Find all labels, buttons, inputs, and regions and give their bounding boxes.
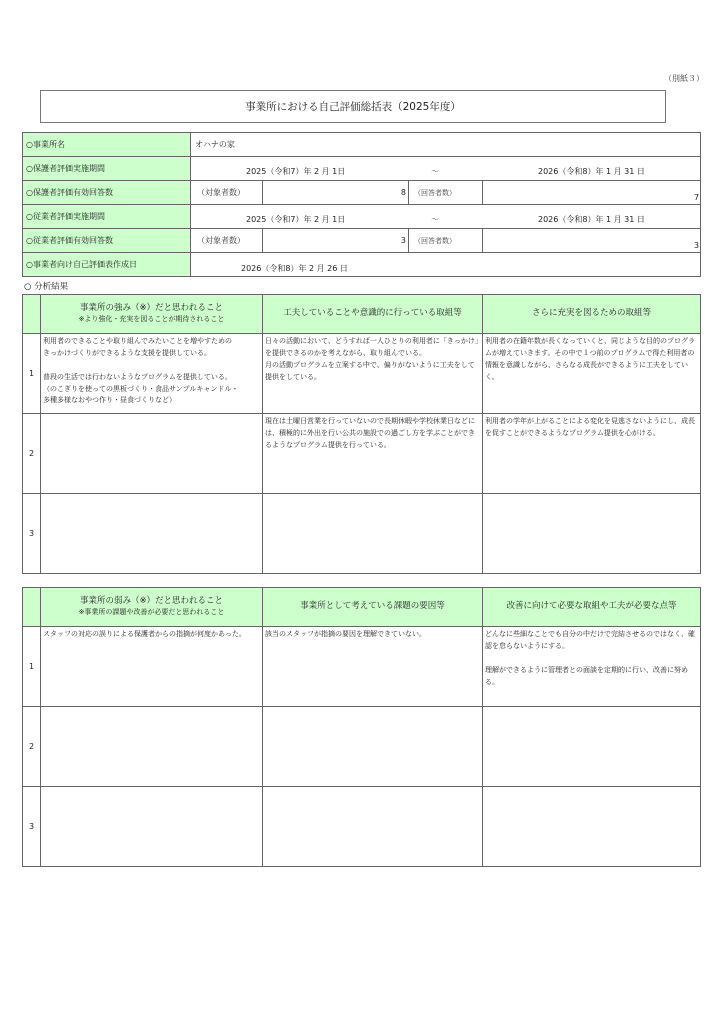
staff-target-label: （対象者数） <box>191 229 263 253</box>
guardian-period-start: 2025（令和7）年 2 月 1日 <box>246 167 346 176</box>
strengths-header-col2: 工夫していることや意識的に行っている取組等 <box>263 295 483 334</box>
row-number: 3 <box>23 494 41 574</box>
facility-name-label: ○事業所名 <box>23 133 191 157</box>
row-number: 2 <box>23 707 41 787</box>
weaknesses-header-col1-sub: ※事業所の課題や改善が必要だと思われること <box>78 608 225 617</box>
further-enhancement-cell: 利用者の学年が上がることによる変化を見逃さないようにし、成長を促すことができるようなプログラム提供を心がける。 <box>483 414 701 494</box>
staff-period-start: 2025（令和7）年 2 月 1日 <box>246 215 346 224</box>
guardian-answered-value: 7 <box>483 181 701 205</box>
weaknesses-row <box>23 787 701 867</box>
created-date-value: 2026（令和8）年 2 月 26 日 <box>241 264 348 273</box>
ingenuity-cell: 日々の活動において、どうすれば一人ひとりの利用者に「きっかけ」を提供できるのかを考えながら、取り組んでいる。 月の活動プログラムを立案する中で、偏りがないように工夫をして提供をしている。 <box>263 334 483 414</box>
info-row-staff-period <box>23 205 701 229</box>
row-number: 1 <box>23 334 41 414</box>
analysis-section-label: ○ 分析結果 <box>24 282 69 292</box>
facility-name-value: オハナの家 <box>191 133 701 157</box>
strengths-header-col1-title: 事業所の強み（※）だと思われること <box>79 303 224 314</box>
weaknesses-table <box>22 587 701 867</box>
weaknesses-header-col2: 事業所として考えている課題の要因等 <box>263 588 483 627</box>
staff-period-label: ○従業者評価実施期間 <box>23 205 191 229</box>
staff-responses-label: ○従業者評価有効回答数 <box>23 229 191 253</box>
info-row-guardian-responses <box>23 181 701 205</box>
staff-answered-label: （回答者数） <box>409 229 483 253</box>
strengths-header-col1 <box>41 295 263 334</box>
ingenuity-cell <box>263 494 483 574</box>
cause-cell <box>263 787 483 867</box>
guardian-period-separator: ～ <box>431 167 439 176</box>
document-title <box>40 90 666 123</box>
strengths-header-col3: さらに充実を図るための取組等 <box>483 295 701 334</box>
guardian-answered-label: （回答者数） <box>409 181 483 205</box>
strength-cell <box>41 414 263 494</box>
staff-target-value: 3 <box>263 229 409 253</box>
strengths-table <box>22 294 701 574</box>
guardian-period-value <box>191 157 701 181</box>
strengths-header-col1-sub: ※より強化・充実を図ることが期待されること <box>78 315 225 324</box>
weaknesses-row <box>23 707 701 787</box>
improvement-cell: どんなに些細なことでも自分の中だけで完結させるのではなく、確認を怠らないようにする。 理解ができるように管理者との面談を定期的に行い、改善に努める。 <box>483 627 701 707</box>
guardian-period-end: 2026（令和8）年 1 月 31 日 <box>538 167 645 176</box>
strengths-row <box>23 494 701 574</box>
weaknesses-row <box>23 627 701 707</box>
guardian-period-label: ○保護者評価実施期間 <box>23 157 191 181</box>
info-table <box>22 132 701 277</box>
strengths-header-num <box>23 295 41 334</box>
strengths-row <box>23 334 701 414</box>
weakness-cell <box>41 787 263 867</box>
strength-cell <box>41 494 263 574</box>
guardian-responses-label: ○保護者評価有効回答数 <box>23 181 191 205</box>
weaknesses-header-col3: 改善に向けて必要な取組や工夫が必要な点等 <box>483 588 701 627</box>
guardian-target-value: 8 <box>263 181 409 205</box>
created-date-cell <box>191 253 701 277</box>
info-row-created-date <box>23 253 701 277</box>
info-row-guardian-period <box>23 157 701 181</box>
further-enhancement-cell <box>483 494 701 574</box>
row-number: 1 <box>23 627 41 707</box>
row-number: 3 <box>23 787 41 867</box>
further-enhancement-cell: 利用者の在籍年数が長くなっていくと、同じような目的のプログラムが増えていきます。その中で１つ前のプログラムで得た利用者の情報を意識しながら、さらなる成長ができるように工夫をしていく。 <box>483 334 701 414</box>
weaknesses-header-num <box>23 588 41 627</box>
created-date-label: ○事業者向け自己評価表作成日 <box>23 253 191 277</box>
cause-cell: 該当のスタッフが指摘の要因を理解できていない。 <box>263 627 483 707</box>
info-row-facility-name <box>23 133 701 157</box>
staff-period-value <box>191 205 701 229</box>
weaknesses-header-col1 <box>41 588 263 627</box>
staff-period-separator: ～ <box>431 215 439 224</box>
row-number: 2 <box>23 414 41 494</box>
improvement-cell <box>483 787 701 867</box>
strengths-row <box>23 414 701 494</box>
staff-period-end: 2026（令和8）年 1 月 31 日 <box>538 215 645 224</box>
weaknesses-header-col1-title: 事業所の弱み（※）だと思われること <box>79 596 224 607</box>
staff-answered-value: 3 <box>483 229 701 253</box>
weakness-cell <box>41 707 263 787</box>
info-row-staff-responses <box>23 229 701 253</box>
strength-cell: 利用者のできることや取り組んでみたいことを増やすための きっかけづくりができるような支援を提供している。 普段の生活では行わないようなプログラムを提供している。 （のこぎりを使っての黒板づくり・食品サンプルキャンドル・ 多種多様なおやつ作り・昼食づくりなど） <box>41 334 263 414</box>
document-title-text: 事業所における自己評価総括表（2025年度） <box>245 101 461 113</box>
guardian-target-label: （対象者数） <box>191 181 263 205</box>
improvement-cell <box>483 707 701 787</box>
strengths-header-row <box>23 295 701 334</box>
ingenuity-cell: 現在は土曜日営業を行っていないので長期休暇や学校休業日などには、積極的に外出を行い公共の施設での過ごし方を学ぶことができるようなプログラム提供を行っている。 <box>263 414 483 494</box>
weakness-cell: スタッフの対応の誤りによる保護者からの指摘が何度かあった。 <box>41 627 263 707</box>
cause-cell <box>263 707 483 787</box>
weaknesses-header-row <box>23 588 701 627</box>
annex-note: （別紙３） <box>664 74 704 83</box>
